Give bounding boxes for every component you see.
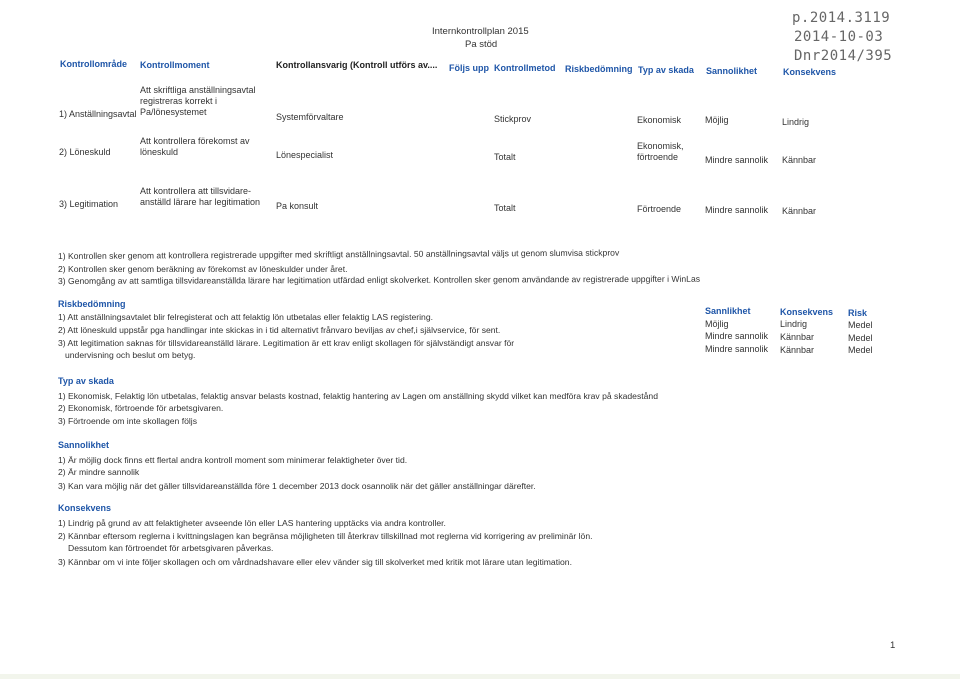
col-header-konsekvens: Konsekvens — [783, 67, 837, 77]
risk-matrix-cell: Kännbar — [780, 345, 815, 355]
row-konsekvens: Kännbar — [782, 206, 817, 216]
col-header-riskbedomning: Riskbedömning — [565, 64, 633, 74]
control-description-item: 1) Kontrollen sker genom att kontrollera registrerade uppgifter med skriftligt anställningsavtal. 50 anställningsavtal väljs ut genom slumvisa stickprov — [57, 247, 620, 261]
row-kontrollomrade: 3) Legitimation — [59, 199, 119, 209]
row-konsekvens: Kännbar — [782, 155, 817, 165]
row-kontrollomrade: 2) Löneskuld — [59, 147, 111, 157]
consequence-line: Dessutom kan förtroendet för arbetsgivaren påverkas. — [68, 543, 274, 553]
section-heading: Konsekvens — [58, 503, 112, 513]
damage-line: 2) Ekonomisk, förtroende för arbetsgivaren. — [58, 403, 224, 413]
row-kontrollansvarig: Lönespecialist — [276, 150, 334, 160]
damage-line: 1) Ekonomisk, Felaktig lön utbetalas, felaktig ansvar belasts kostnad, felaktig hantering av Lagen om anställning skydd vilket kan medföra krav på skadestånd — [58, 391, 658, 401]
risk-line: 3) Att legitimation saknas för tillsvidareanställd lärare. Legitimation är ett krav enligt skollagen för självständigt ansvar för — [58, 338, 515, 348]
risk-matrix-header: Konsekvens — [780, 307, 834, 317]
risk-line: undervisning och beslut om betyg. — [65, 350, 196, 360]
consequence-line: 2) Kännbar eftersom reglerna i kvittningslagen kan begränsa möjligheten till återkrav tillskillnad mot reglerna vid korrigering av preliminär lön. — [58, 531, 593, 541]
registration-stamp-date: 2014-10-03 — [794, 29, 884, 45]
control-description-item: 2) Kontrollen sker genom beräkning av förekomst av löneskulder under året. — [58, 264, 348, 274]
row-typ-av-skada: Förtroende — [637, 204, 682, 214]
row-konsekvens: Lindrig — [782, 117, 810, 127]
risk-matrix-cell: Medel — [848, 320, 873, 330]
risk-line: 1) Att anställningsavtalet blir felregisterat och att felaktig lön utbetalas eller felaktig LAS registering. — [58, 312, 433, 322]
risk-matrix-cell: Medel — [848, 333, 873, 343]
row-kontrollmetod: Totalt — [494, 203, 516, 213]
row-kontrollmoment: Att skriftliga anställningsavtal registreras korrekt i Pa/lönesystemet — [140, 85, 256, 117]
risk-matrix-cell: Lindrig — [780, 319, 808, 329]
probability-line: 2) Är mindre sannolik — [58, 467, 140, 477]
risk-matrix-cell: Mindre sannolik — [705, 331, 769, 341]
col-header-kontrollansvarig: Kontrollansvarig (Kontroll utförs av.... — [276, 60, 438, 70]
row-kontrollmetod: Totalt — [494, 152, 516, 162]
consequence-line: 1) Lindrig på grund av att felaktigheter avseende lön eller LAS hantering upptäcks via andra kontroller. — [58, 518, 446, 528]
section-heading: Sannolikhet — [58, 440, 110, 450]
section-heading: Riskbedömning — [58, 299, 126, 309]
page-number: 1 — [890, 640, 896, 651]
row-kontrollmoment: Att kontrollera att tillsvidare-anställd lärare har legitimation — [140, 186, 261, 207]
risk-matrix-cell: Mindre sannolik — [705, 344, 769, 354]
col-header-kontrollmoment: Kontrollmoment — [140, 60, 210, 70]
row-typ-av-skada: Ekonomisk, förtroende — [637, 141, 684, 162]
probability-line: 3) Kan vara möjlig när det gäller tillsvidareanställda före 1 december 2013 dock osannolik när det gäller anställningar därefter. — [58, 481, 536, 491]
row-kontrollomrade: 1) Anställningsavtal — [59, 109, 137, 119]
col-header-sannolikhet: Sannolikhet — [706, 66, 758, 76]
row-kontrollansvarig: Pa konsult — [276, 201, 319, 211]
risk-matrix-cell: Kännbar — [780, 332, 815, 342]
registration-stamp-number: p.2014.3119 — [792, 10, 891, 26]
consequence-line: 3) Kännbar om vi inte följer skollagen och om vårdnadshavare eller elev vänder sig till skolverket med kritik mot lärare utan legitimation. — [58, 557, 572, 567]
risk-line: 2) Att löneskuld uppstår pga handlingar inte skickas in i tid alternativt frånvaro beviljas av chef,i självservice, för sent. — [58, 325, 501, 335]
row-kontrollmetod: Stickprov — [494, 114, 532, 124]
row-sannolikhet: Mindre sannolik — [705, 155, 769, 165]
row-sannolikhet: Mindre sannolik — [705, 205, 769, 215]
col-header-kontrollomrade: Kontrollområde — [60, 59, 128, 69]
scan-edge — [0, 674, 960, 679]
col-header-kontrollmetod: Kontrollmetod — [494, 63, 556, 73]
row-sannolikhet: Möjlig — [705, 115, 729, 125]
risk-matrix-header: Risk — [848, 308, 868, 318]
col-header-typ-av-skada: Typ av skada — [638, 65, 694, 75]
section-heading: Typ av skada — [58, 376, 114, 386]
probability-line: 1) Är möjlig dock finns ett flertal andra kontroll moment som minimerar felaktigheter över tid. — [58, 455, 408, 465]
row-kontrollansvarig: Systemförvaltare — [276, 112, 344, 122]
document-subtitle: Pa stöd — [465, 39, 498, 50]
col-header-foljs-upp: Följs upp — [449, 63, 489, 73]
registration-stamp-diarienummer: Dnr2014/395 — [794, 48, 893, 64]
row-typ-av-skada: Ekonomisk — [637, 115, 682, 125]
row-kontrollmoment: Att kontrollera förekomst av löneskuld — [140, 136, 250, 157]
damage-line: 3) Förtroende om inte skollagen följs — [58, 416, 198, 426]
risk-matrix-header: Sannlikhet — [705, 306, 751, 316]
risk-matrix-cell: Medel — [848, 345, 873, 355]
risk-matrix-cell: Möjlig — [705, 319, 729, 329]
document-title: Internkontrollplan 2015 — [432, 26, 529, 37]
control-description-item: 3) Genomgång av att samtliga tillsvidareanställda lärare har legitimation utfärdad enligt skolverket. Kontrollen sker genom användande av registrerade uppgifter i WinLas — [57, 273, 701, 286]
